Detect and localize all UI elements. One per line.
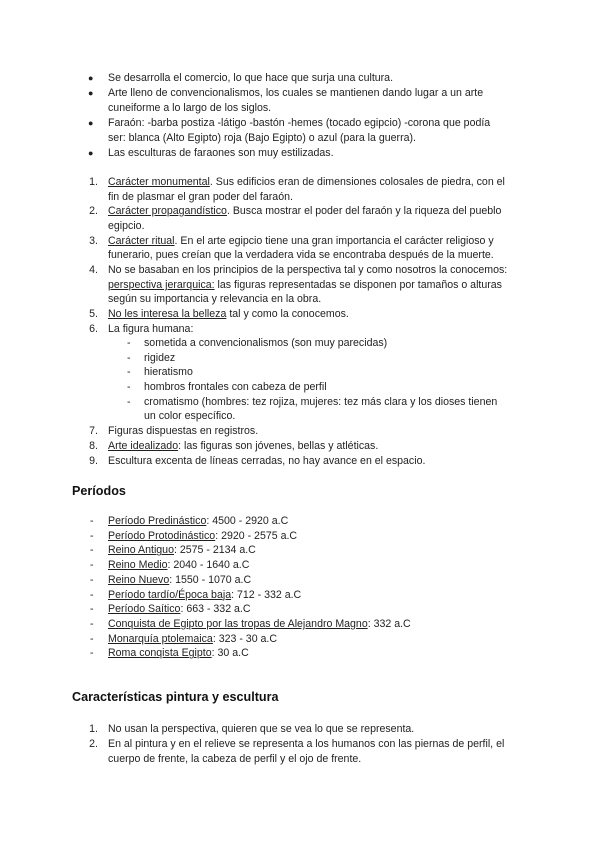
periodo-item [108,602,251,617]
list-number: 6. [89,323,98,335]
bullet-item-cont: ser: blanca (Alto Egipto) roja (Bajo Egipto) o azul (para la guerra). [108,132,416,144]
list-number: 8. [89,440,98,452]
bullet-item-cont: cuneiforme a lo largo de los siglos. [108,102,272,114]
bullet-item: Faraón: -barba postiza -látigo -bastón -hemes (tocado egipcio) -corona que podía [108,117,491,129]
periodo-dates: : 2575 - 2134 a.C [173,544,256,557]
numbered-item-cont: egipcio. [108,220,145,232]
numbered-item: No usan la perspectiva, quieren que se vea lo que se representa. [108,723,415,735]
sub-item: hombros frontales con cabeza de perfil [144,381,327,393]
dash-marker: - [90,529,94,542]
periodo-name: Período Predinástico [108,515,207,527]
periodo-name: Roma conqista Egipto [108,647,212,660]
dash-marker: - [90,559,94,572]
list-number: 1. [89,723,98,735]
numbered-item: Carácter monumental. Sus edificios eran de dimensiones colosales de piedra, con el [108,176,505,188]
sub-item: sometida a convencionalismos (son muy parecidas) [144,337,388,349]
dash-marker: - [127,396,131,408]
numbered-item: Carácter ritual. En el arte egipcio tiene una gran importancia el carácter religioso y [108,235,494,247]
periodo-dates: : 663 - 332 a.C [180,603,251,616]
dash-marker: - [90,573,94,586]
numbered-item-cont: fin de plasmar el gran poder del faraón. [108,191,293,203]
periodo-item [108,617,411,632]
term: perspectiva jerarquica: [108,279,215,291]
periodo-name: Reino Nuevo [108,573,170,586]
dash-marker: - [127,381,131,393]
list-number: 9. [89,455,98,467]
section-heading-caracteristicas: Características pintura y escultura [72,690,279,704]
list-number: 4. [89,264,98,276]
sub-item: rigidez [144,352,176,364]
bullet-marker: ● [88,118,94,128]
periodo-item [108,558,249,573]
list-number: 2. [89,738,98,750]
numbered-item-cont: según su importancia y relevancia en la obra. [108,293,322,305]
sub-item-cont: un color específico. [144,410,236,422]
bullet-marker: ● [88,148,94,158]
numbered-item: Carácter propagandístico. Busca mostrar el poder del faraón y la riqueza del pueblo [108,205,502,217]
periodo-name: Período tardío/Época baja [108,588,232,601]
periodo-dates: : 30 a.C [211,647,249,660]
dash-marker: - [90,515,94,527]
periodo-item [108,514,288,529]
list-number: 7. [89,425,98,437]
bullet-item: Arte lleno de convencionalismos, los cuales se mantienen dando lugar a un arte [108,87,484,99]
bullet-item: Las esculturas de faraones son muy estilizadas. [108,147,334,159]
periodo-item [108,632,277,647]
list-number: 1. [89,176,98,188]
periodo-item [108,573,251,588]
periodo-item [108,588,301,603]
periodo-name: Monarquía ptolemaica [108,632,213,645]
periodo-name: Período Protodinástico [108,529,216,542]
sub-item: cromatismo (hombres: tez rojiza, mujeres: tez más clara y los dioses tienen [144,396,498,408]
term: No les interesa la belleza [108,308,227,320]
periodo-item [108,543,256,558]
dash-marker: - [127,352,131,364]
periodo-dates: : 4500 - 2920 a.C [206,515,289,527]
numbered-item-cont: funerario, pues creían que la verdadera vida se encontraba después de la muerte. [108,249,494,261]
dash-marker: - [90,632,94,645]
list-number: 3. [89,235,98,247]
periodo-name: Conquista de Egipto por las tropas de Alejandro Magno [108,617,368,630]
periodo-item [108,646,249,661]
section-heading-periodos: Períodos [72,484,126,498]
numbered-item-cont: perspectiva jerarquica: las figuras representadas se disponen por tamaños o alturas [108,279,502,291]
dash-marker: - [90,603,94,616]
periodo-dates: : 712 - 332 a.C [231,588,302,601]
numbered-item: La figura humana: [108,323,194,335]
term: Arte idealizado [108,440,179,452]
dash-marker: - [90,544,94,557]
term: Carácter monumental [108,176,210,188]
sub-item: hieratismo [144,366,193,378]
periodo-dates: : 1550 - 1070 a.C [169,573,252,586]
numbered-item-cont: cuerpo de frente, la cabeza de perfil y el ojo de frente. [108,753,362,765]
numbered-item: Arte idealizado: las figuras son jóvenes, bellas y atléticas. [108,440,379,452]
numbered-item: Escultura excenta de líneas cerradas, no hay avance en el espacio. [108,455,426,467]
list-number: 2. [89,205,98,217]
dash-marker: - [90,588,94,601]
periodo-name: Reino Medio [108,559,168,572]
numbered-item: Figuras dispuestas en registros. [108,425,259,437]
bullet-item: Se desarrolla el comercio, lo que hace que surja una cultura. [108,72,394,84]
dash-marker: - [127,337,131,349]
periodo-dates: : 332 a.C [367,617,411,630]
numbered-item: No les interesa la belleza tal y como la conocemos. [108,308,349,320]
numbered-item: No se basaban en los principios de la perspectiva tal y como nosotros la conocemos: [108,264,508,276]
periodo-dates: : 2920 - 2575 a.C [215,529,298,542]
bullet-marker: ● [88,73,94,83]
dash-marker: - [127,366,131,378]
periodo-name: Período Saítico [108,603,181,616]
periodo-name: Reino Antiguo [108,544,174,557]
dash-marker: - [90,647,94,660]
bullet-marker: ● [88,88,94,98]
periodo-item [108,529,297,544]
term: Carácter ritual [108,235,175,247]
numbered-item: En al pintura y en el relieve se representa a los humanos con las piernas de perfil, el [108,738,505,750]
dash-marker: - [90,617,94,630]
periodo-dates: : 323 - 30 a.C [212,632,278,645]
list-number: 5. [89,308,98,320]
periodo-dates: : 2040 - 1640 a.C [167,559,250,572]
term: Carácter propagandístico [108,205,227,217]
